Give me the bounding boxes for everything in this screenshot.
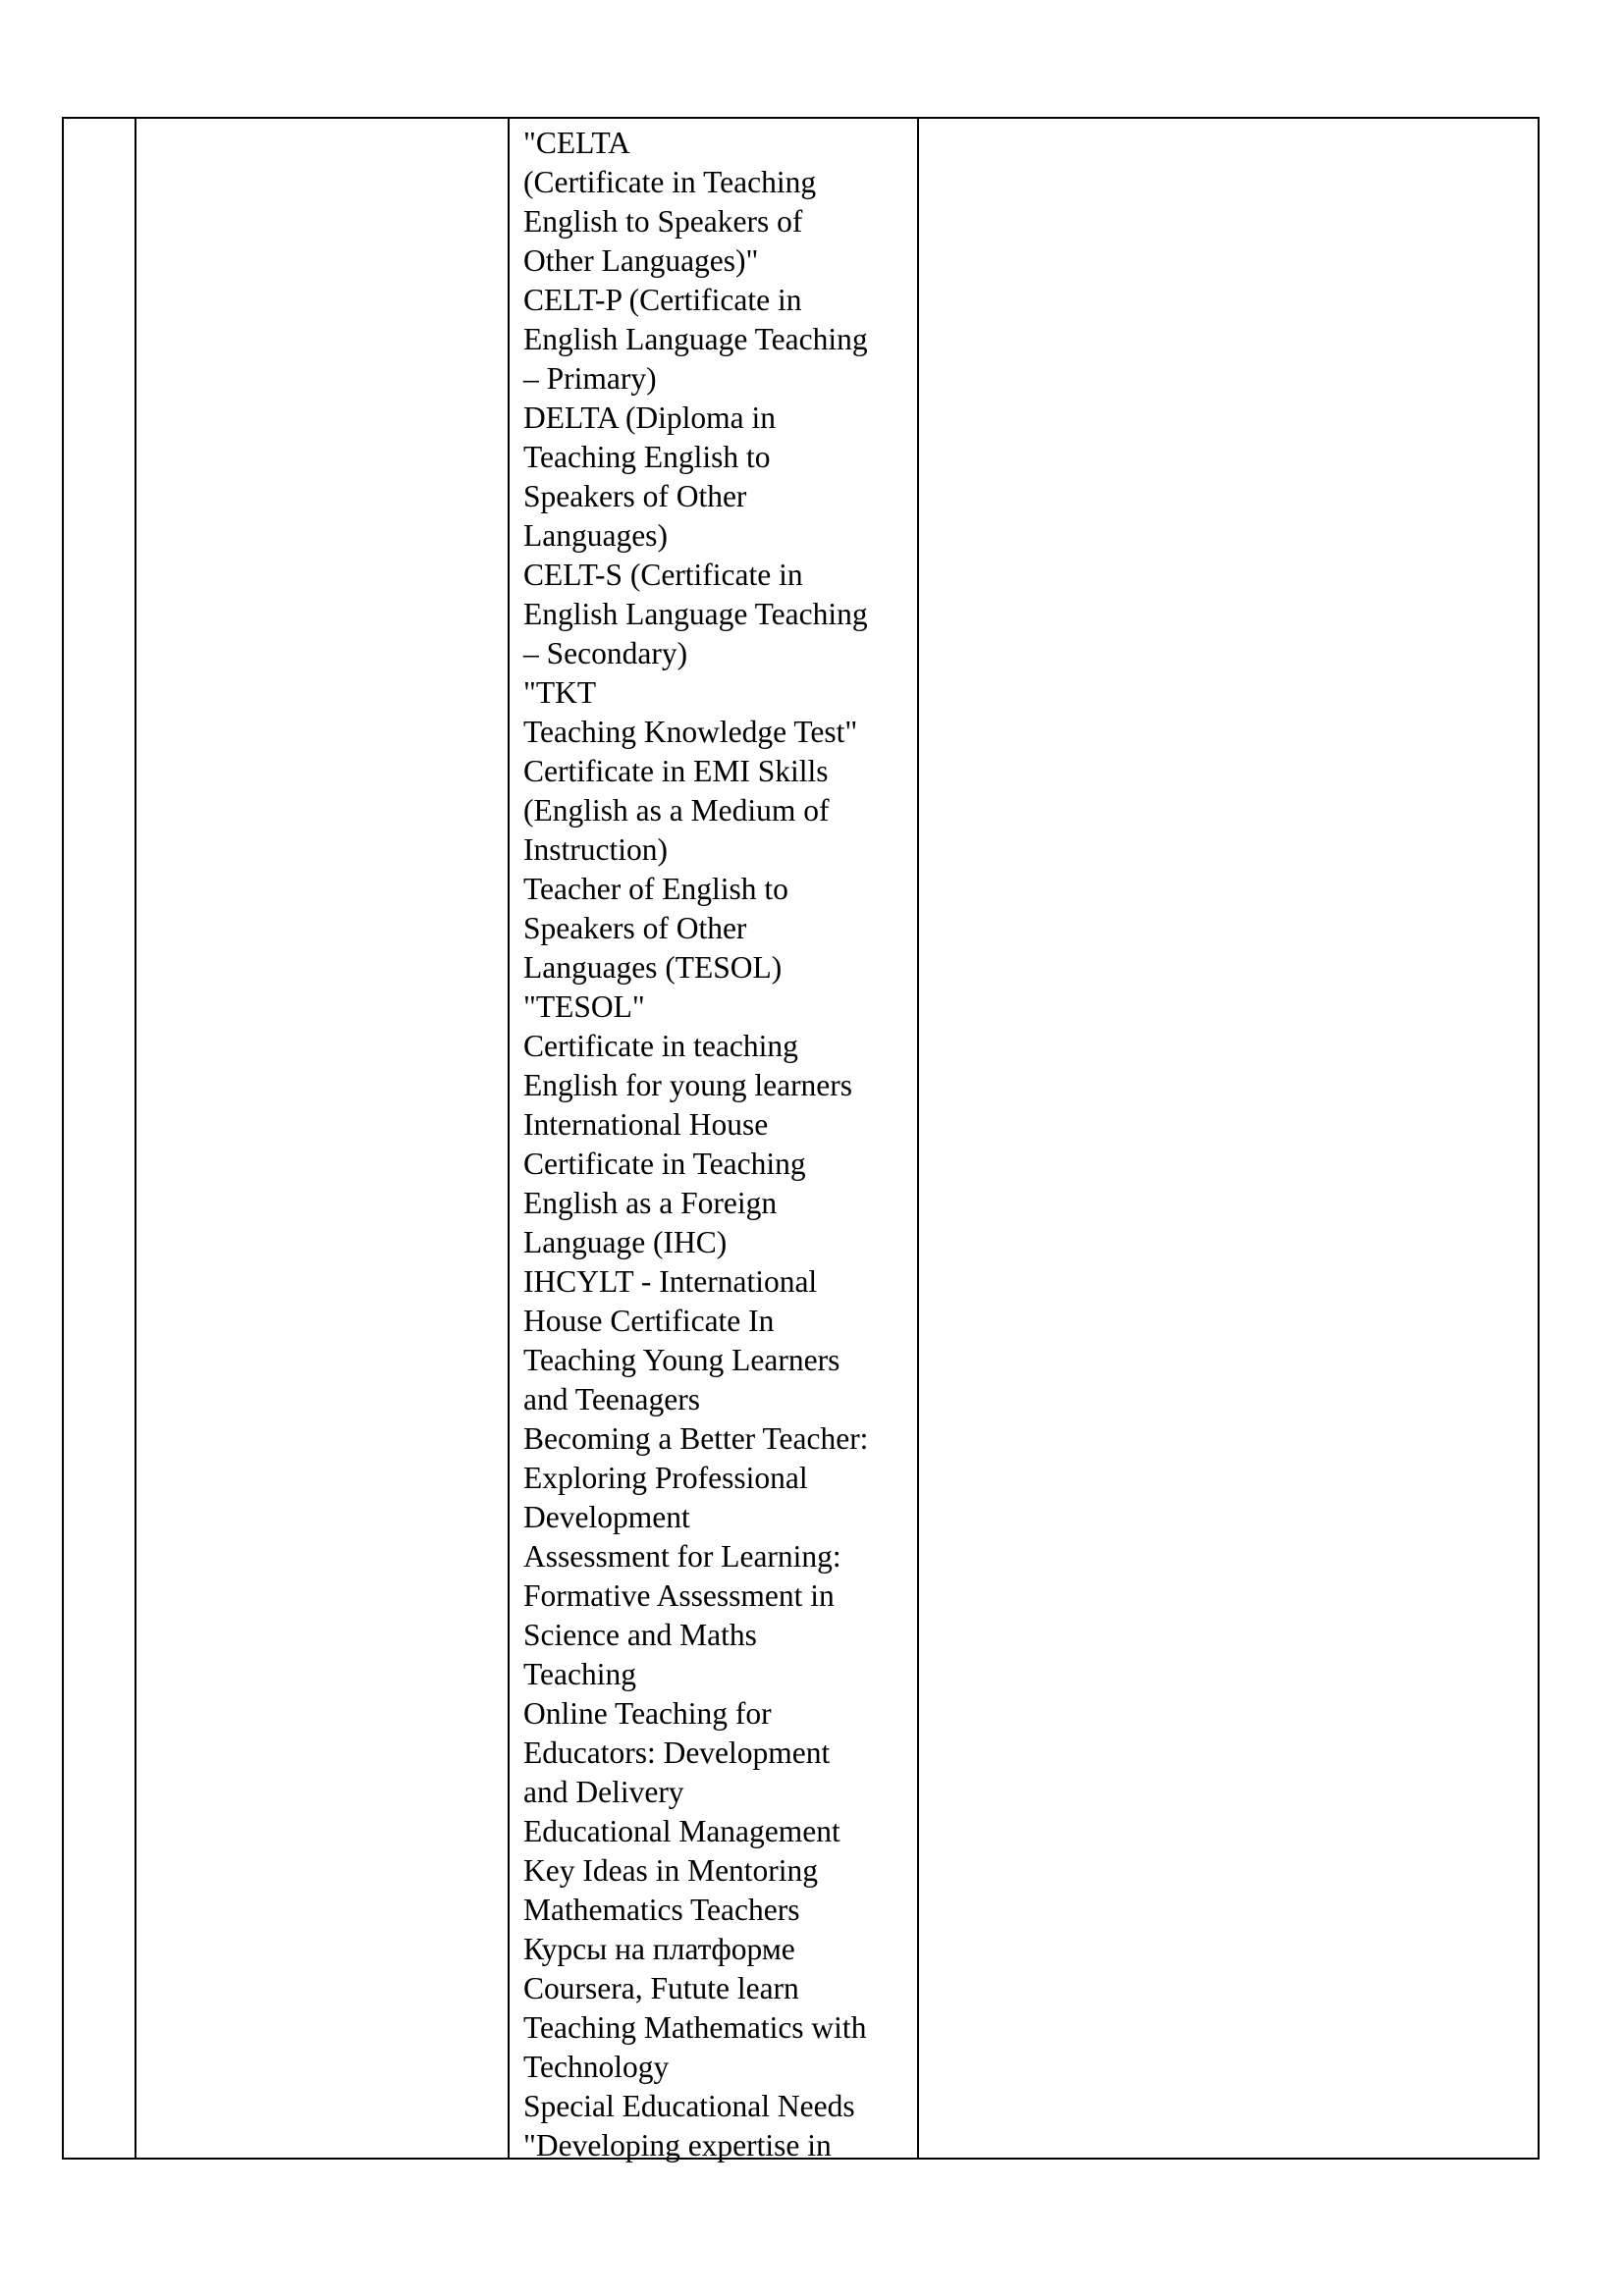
cell-text-line: Languages) xyxy=(523,518,668,553)
cell-text-line: Speakers of Other xyxy=(523,479,747,513)
cell-text-line: Educators: Development xyxy=(523,1735,831,1770)
column-divider-1 xyxy=(135,119,136,2158)
cell-text-line: Speakers of Other xyxy=(523,911,747,945)
cell-text-line: – Primary) xyxy=(523,361,657,396)
cell-text-line: IHCYLT - International xyxy=(523,1264,818,1299)
cell-text-line: "TKT xyxy=(523,675,597,710)
cell-text-line: "TESOL" xyxy=(523,989,645,1024)
cell-text-line: Teaching Mathematics with xyxy=(523,2010,867,2045)
column-divider-2 xyxy=(508,119,510,2158)
cell-text-line: (English as a Medium of xyxy=(523,793,830,828)
cell-text-line: Teaching Young Learners xyxy=(523,1343,840,1377)
cell-text-line: Online Teaching for xyxy=(523,1696,772,1731)
cell-text-line: Languages (TESOL) xyxy=(523,950,783,985)
cell-text-line: and Delivery xyxy=(523,1775,684,1809)
cell-text-line: CELT-S (Certificate in xyxy=(523,558,803,592)
cell-text-line: Mathematics Teachers xyxy=(523,1893,800,1927)
cell-text-line: Educational Management xyxy=(523,1814,840,1848)
cell-text-line: Formative Assessment in xyxy=(523,1578,835,1613)
cell-text-line: English to Speakers of xyxy=(523,204,803,239)
cell-text-line: Becoming a Better Teacher: xyxy=(523,1421,869,1456)
cell-text-line: – Secondary) xyxy=(523,636,688,670)
cell-text-line: Certificate in Teaching xyxy=(523,1147,806,1181)
cell-text-line: Key Ideas in Mentoring xyxy=(523,1853,819,1888)
cell-text-line: Science and Maths xyxy=(523,1618,757,1652)
cell-text-line: Курсы на платформе xyxy=(523,1932,795,1966)
cell-text-line: Teaching xyxy=(523,1657,636,1691)
cell-text-line: "Developing expertise in xyxy=(523,2128,832,2163)
cell-text-line: House Certificate In xyxy=(523,1304,775,1338)
cell-text-line: Teaching English to xyxy=(523,440,771,474)
cell-text-line: Certificate in teaching xyxy=(523,1029,798,1063)
cell-text-line: Development xyxy=(523,1500,690,1534)
cell-text-line: Exploring Professional xyxy=(523,1461,808,1495)
cell-text-line: and Teenagers xyxy=(523,1382,701,1416)
cell-text-line: English as a Foreign xyxy=(523,1186,778,1220)
cell-text-line: Teaching Knowledge Test" xyxy=(523,715,858,749)
cell-text-line: DELTA (Diploma in xyxy=(523,400,777,435)
cell-text-line: CELT-P (Certificate in xyxy=(523,283,802,317)
cell-text-line: Technology xyxy=(523,2050,670,2084)
cell-text-line: International House xyxy=(523,1107,769,1142)
cell-text-line: English for young learners xyxy=(523,1068,853,1102)
cell-text-line: Language (IHC) xyxy=(523,1225,728,1259)
cell-text-line: Instruction) xyxy=(523,832,668,867)
cell-text-line: Assessment for Learning: xyxy=(523,1539,841,1574)
cell-text-line: Certificate in EMI Skills xyxy=(523,754,829,788)
cell-text-line: "CELTA xyxy=(523,126,630,160)
column-3-cell xyxy=(523,124,926,2165)
cell-text-line: Teacher of English to xyxy=(523,872,788,906)
cell-text-line: Coursera, Futute learn xyxy=(523,1971,799,2005)
cell-text-line: English Language Teaching xyxy=(523,322,868,356)
cell-text-line: English Language Teaching xyxy=(523,597,868,631)
document-table xyxy=(62,117,1540,2163)
cell-text-line: Special Educational Needs xyxy=(523,2089,855,2123)
cell-text-line: (Certificate in Teaching xyxy=(523,165,817,199)
cell-text-line: Other Languages)" xyxy=(523,243,759,278)
